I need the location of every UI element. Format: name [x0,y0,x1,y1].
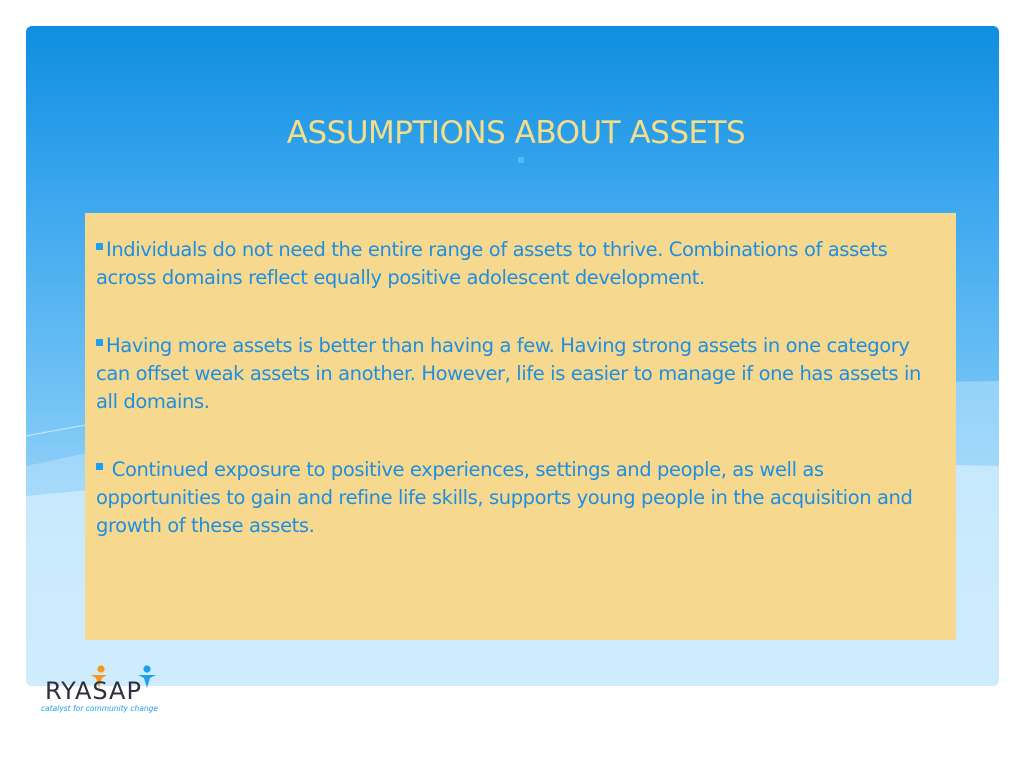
square-bullet-icon [96,243,103,250]
title-bullet-marker [518,157,524,163]
slide-title: ASSUMPTIONS ABOUT ASSETS [286,115,746,151]
bullet-text: Continued exposure to positive experiences, settings and people, as well as opportunities to gain and refine life skills, supports young people in the acquisition and growth of these assets. [96,458,913,537]
logo-wordmark: RYASAP [45,677,142,705]
ryasap-logo [40,664,170,718]
content-box [85,213,956,640]
square-bullet-icon [96,463,103,470]
logo-tagline: catalyst for community change [41,704,158,713]
bullet-item [96,456,944,540]
bullet-text: Having more assets is better than having a few. Having strong assets in one category can offset weak assets in another. However, life is easier to manage if one has assets in all domains. [96,334,921,413]
square-bullet-icon [96,339,103,346]
bullet-text: Individuals do not need the entire range of assets to thrive. Combinations of assets across domains reflect equally positive adolescent development. [96,238,888,289]
bullet-item [96,332,944,416]
bullet-item [96,236,944,292]
